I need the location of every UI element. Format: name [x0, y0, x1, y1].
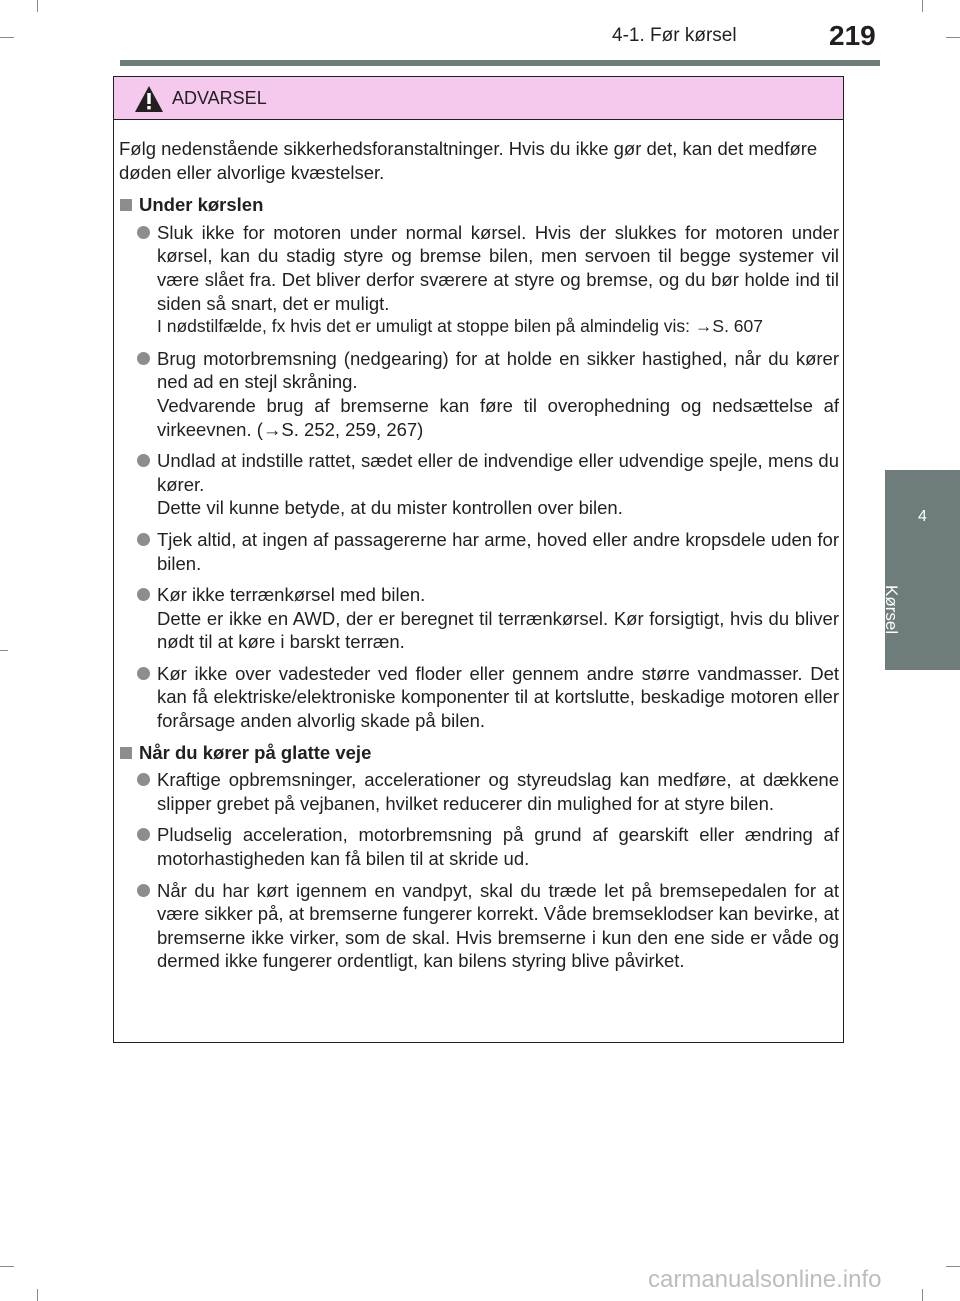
- round-bullet-icon: [137, 667, 150, 680]
- list-item: [119, 583, 839, 654]
- section-heading-text: Under kørslen: [139, 194, 264, 216]
- item-text: Dette vil kunne betyde, at du mister kontrollen over bilen.: [157, 497, 623, 519]
- list-item: [119, 347, 839, 441]
- warning-intro: [119, 137, 839, 184]
- square-bullet-icon: [120, 747, 132, 759]
- item-text: Kør ikke over vadesteder ved floder eller gennem andre større vandmasser. Det kan få elektriske/elektroniske komponenter til at kortslutte, beskadige motoren eller forårsage anden alvorlig skade på bilen.: [157, 662, 839, 732]
- item-text: Kraftige opbremsninger, accelerationer og styreudslag kan medføre, at dækkene slipper grebet på vejbanen, hvilket reducerer din mulighed for at styre bilen.: [157, 769, 839, 814]
- chapter-number: 4: [918, 508, 927, 525]
- page-number: 219: [829, 20, 876, 51]
- item-text: Når du har kørt igennem en vandpyt, skal du træde let på bremsepedalen for at være sikker på, at bremserne fungerer korrekt. Våde bremseklodser kan bevirke, at bremserne ikke virker, som de skal. Hvis bremserne i kun den ene side er våde og dermed ikke fungerer ordentligt, kan bilens styring blive påvirket.: [157, 879, 839, 972]
- item-text: Dette er ikke en AWD, der er beregnet til terrænkørsel. Kør forsigtigt, hvis du bliver nødt til at køre i barskt terræn.: [157, 607, 839, 653]
- round-bullet-icon: [137, 884, 150, 897]
- watermark-link[interactable]: carmanualsonline.info: [648, 1266, 882, 1293]
- crop-mark: [946, 37, 960, 38]
- crop-mark: [922, 0, 923, 12]
- crop-mark: [37, 0, 38, 12]
- item-text: Kør ikke terrænkørsel med bilen.: [157, 584, 426, 606]
- section-heading-text: Når du kører på glatte veje: [139, 741, 372, 763]
- crop-mark: [37, 1289, 38, 1301]
- list-item: [119, 221, 839, 339]
- crop-mark: [946, 1266, 960, 1267]
- section-title: 4-1. Før kørsel: [612, 25, 737, 46]
- list-item: [119, 823, 839, 870]
- list-item: [119, 879, 839, 973]
- item-text: Pludselig acceleration, motorbremsning på grund af gearskift eller ændring af motorhastigheden kan få bilen til at skride ud.: [157, 824, 839, 870]
- item-text: Sluk ikke for motoren under normal kørsel. Hvis der slukkes for motoren under kørsel, kan du stadig styre og bremse bilen, men servoen til begge systemer vil være slået fra. Det bliver derfor sværere at styre og bremse, og du bør holde ind til siden så snart, det er muligt.: [157, 221, 839, 314]
- round-bullet-icon: [137, 828, 150, 841]
- list-item: [119, 662, 839, 733]
- round-bullet-icon: [137, 226, 150, 239]
- crop-mark: [0, 37, 14, 38]
- square-bullet-icon: [120, 199, 132, 211]
- list-item: [119, 768, 839, 815]
- item-note: I nødstilfælde, fx hvis det er umuligt at stoppe bilen på almindelig vis: →S. 607: [157, 316, 763, 337]
- round-bullet-icon: [137, 533, 150, 546]
- warning-title: ADVARSEL: [172, 88, 267, 108]
- section-heading: [119, 193, 839, 217]
- intro-line: Hvis du ikke gør det, kan det medføre døden eller alvorlige kvæstelser.: [119, 138, 818, 183]
- intro-line: Følg nedenstående sikkerhedsforanstaltninger.: [119, 138, 504, 159]
- item-text: Undlad at indstille rattet, sædet eller de indvendige eller udvendige spejle, mens du kører.: [157, 450, 839, 495]
- round-bullet-icon: [137, 454, 150, 467]
- round-bullet-icon: [137, 352, 150, 365]
- item-text: Brug motorbremsning (nedgearing) for at holde en sikker hastighed, når du kører ned ad en stejl skråning.: [157, 347, 839, 393]
- item-text: Tjek altid, at ingen af passagererne har arme, hoved eller andre kropsdele uden for bilen.: [157, 528, 839, 574]
- list-item: [119, 528, 839, 575]
- section-heading: [119, 741, 839, 765]
- warning-triangle-icon: [134, 85, 164, 113]
- round-bullet-icon: [137, 588, 150, 601]
- header-rule: [120, 60, 880, 66]
- warning-content: [119, 137, 839, 981]
- list-item: [119, 449, 839, 520]
- chapter-label-container: [882, 585, 925, 645]
- chapter-label: Kørsel: [882, 585, 901, 635]
- crop-mark: [0, 650, 8, 651]
- warning-box: [113, 76, 844, 1043]
- warning-header: [114, 77, 843, 120]
- crop-mark: [0, 1266, 14, 1267]
- crop-mark: [922, 1289, 923, 1301]
- item-text: Vedvarende brug af bremserne kan føre til overophedning og nedsættelse af virkeevnen. (→S. 252, 259, 267): [157, 394, 839, 440]
- round-bullet-icon: [137, 773, 150, 786]
